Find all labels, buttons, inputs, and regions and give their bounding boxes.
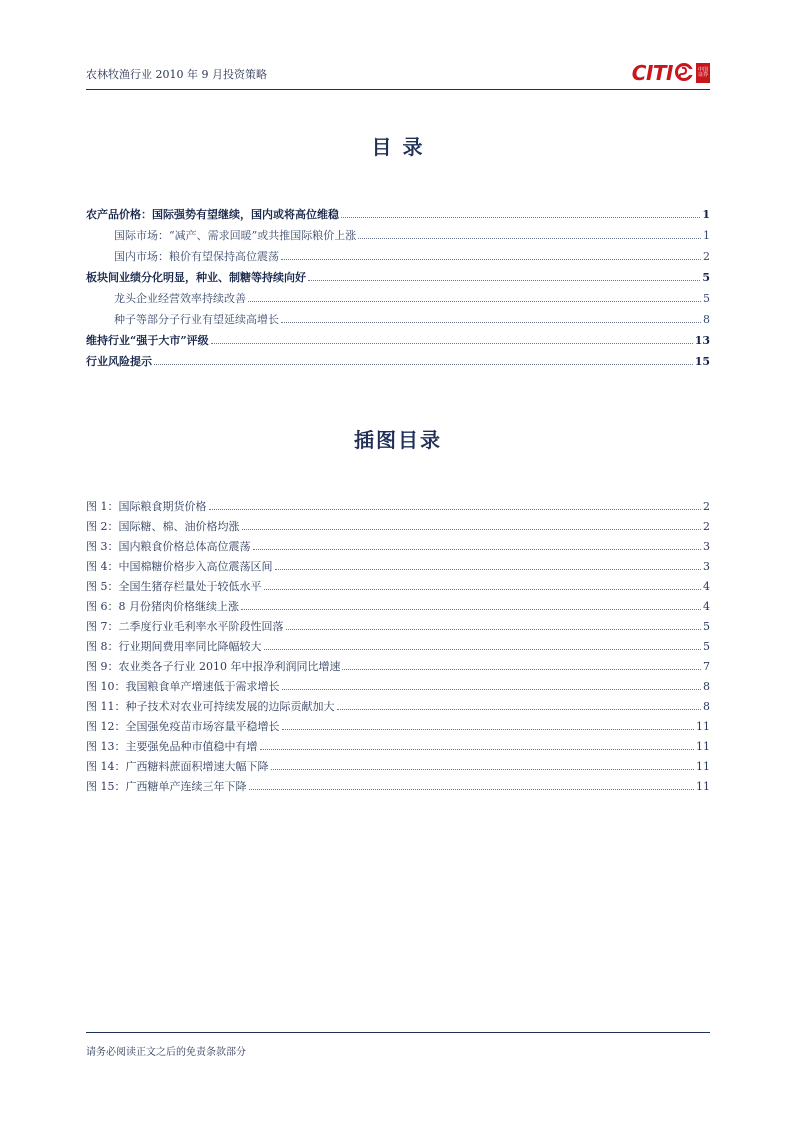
figure-entry[interactable]	[86, 598, 710, 618]
header-divider	[86, 89, 710, 90]
dot-leader	[282, 729, 695, 730]
figure-entry-page: 3	[703, 560, 710, 573]
figure-entry-label: 图 6：8 月份猪肉价格继续上涨	[86, 600, 239, 613]
figure-entry-page: 5	[703, 640, 710, 653]
toc-entry[interactable]	[86, 332, 710, 353]
dot-leader	[308, 280, 700, 281]
figure-entry-label: 图 8：行业期间费用率同比降幅较大	[86, 640, 262, 653]
figure-entry-page: 7	[703, 660, 710, 673]
figure-entry[interactable]	[86, 698, 710, 718]
figure-entry[interactable]	[86, 738, 710, 758]
figure-entry[interactable]	[86, 638, 710, 658]
figure-entry-page: 8	[703, 680, 710, 693]
figure-entry-label: 图 15：广西糖单产连续三年下降	[86, 780, 247, 793]
toc-entry[interactable]	[86, 269, 710, 290]
figure-entry-page: 2	[703, 520, 710, 533]
dot-leader	[281, 259, 701, 260]
toc-entry-page: 8	[703, 313, 710, 326]
toc-entry-label: 板块间业绩分化明显，种业、制糖等持续向好	[86, 271, 306, 284]
dot-leader	[337, 709, 702, 710]
dot-leader	[260, 749, 695, 750]
dot-leader	[264, 649, 702, 650]
toc-entry-label: 维持行业“强于大市”评级	[86, 334, 209, 347]
figure-entry[interactable]	[86, 578, 710, 598]
dot-leader	[154, 364, 693, 365]
toc-entry[interactable]	[86, 206, 710, 227]
figure-entry[interactable]	[86, 538, 710, 558]
figure-entry-page: 11	[696, 740, 710, 753]
dot-leader	[211, 343, 693, 344]
toc-entry-page: 5	[703, 292, 710, 305]
dot-leader	[282, 689, 702, 690]
figure-entry-label: 图 14：广西糖料蔗面积增速大幅下降	[86, 760, 269, 773]
toc-entry-page: 13	[694, 334, 710, 347]
figure-entry[interactable]	[86, 618, 710, 638]
dot-leader	[271, 769, 695, 770]
figure-entry-label: 图 11：种子技术对农业可持续发展的边际贡献加大	[86, 700, 335, 713]
toc-entry-page: 15	[694, 355, 710, 368]
figure-entry-page: 2	[703, 500, 710, 513]
citics-logo	[632, 60, 710, 86]
dot-leader	[342, 669, 701, 670]
dot-leader	[281, 322, 701, 323]
figure-entry-label: 图 9：农业类各子行业 2010 年中报净利润同比增速	[86, 660, 341, 673]
dot-leader	[358, 238, 701, 239]
toc-entry-label: 国内市场：粮价有望保持高位震荡	[114, 250, 279, 263]
list-of-figures	[86, 498, 710, 798]
figure-entry[interactable]	[86, 498, 710, 518]
figure-entry-page: 4	[703, 600, 710, 613]
toc-entry[interactable]	[86, 311, 710, 332]
toc-entry-label: 行业风险提示	[86, 355, 152, 368]
toc-entry-page: 1	[702, 208, 710, 221]
toc-entry[interactable]	[86, 290, 710, 311]
figure-entry-page: 4	[703, 580, 710, 593]
figure-entry-label: 图 12：全国强免疫苗市场容量平稳增长	[86, 720, 280, 733]
figure-entry-page: 11	[696, 760, 710, 773]
logo-cs-icon	[674, 62, 694, 82]
toc-entry-page: 2	[703, 250, 710, 263]
dot-leader	[249, 789, 695, 790]
figure-entry-page: 5	[703, 620, 710, 633]
figure-entry-label: 图 2：国际糖、棉、油价格均涨	[86, 520, 240, 533]
figure-entry[interactable]	[86, 758, 710, 778]
dot-leader	[341, 217, 700, 218]
figure-entry-label: 图 4：中国棉糖价格步入高位震荡区间	[86, 560, 273, 573]
dot-leader	[248, 301, 701, 302]
disclaimer-note: 请务必阅读正文之后的免责条款部分	[86, 1047, 246, 1058]
figure-entry-label: 图 1：国际粮食期货价格	[86, 500, 207, 513]
toc-entry-label: 种子等部分子行业有望延续高增长	[114, 313, 279, 326]
figure-entry-label: 图 3：国内粮食价格总体高位震荡	[86, 540, 251, 553]
toc-heading: 目 录	[371, 135, 425, 159]
toc-entry-label: 国际市场：“减产、需求回暖”或共推国际粮价上涨	[114, 229, 357, 242]
figure-entry-label: 图 13：主要强免品种市值稳中有增	[86, 740, 258, 753]
figure-entry[interactable]	[86, 518, 710, 538]
figure-entry-page: 11	[696, 720, 710, 733]
figure-entry[interactable]	[86, 778, 710, 798]
table-of-contents	[86, 206, 710, 374]
figure-entry[interactable]	[86, 558, 710, 578]
figure-entry-label: 图 7：二季度行业毛利率水平阶段性回落	[86, 620, 284, 633]
figure-entry-label: 图 5：全国生猪存栏量处于较低水平	[86, 580, 262, 593]
toc-entry-label: 农产品价格：国际强势有望继续，国内或将高位维稳	[86, 208, 339, 221]
dot-leader	[242, 529, 702, 530]
toc-entry-label: 龙头企业经营效率持续改善	[114, 292, 246, 305]
dot-leader	[286, 629, 702, 630]
figure-entry[interactable]	[86, 658, 710, 678]
figure-entry-page: 3	[703, 540, 710, 553]
toc-entry[interactable]	[86, 353, 710, 374]
figure-entry-page: 11	[696, 780, 710, 793]
figure-entry[interactable]	[86, 718, 710, 738]
page-header	[86, 58, 710, 90]
report-title: 农林牧渔行业 2010 年 9 月投资策略	[86, 68, 267, 81]
footer-divider	[86, 1032, 710, 1033]
logo-wordmark: CITI	[631, 61, 673, 85]
figure-list-heading: 插图目录	[354, 428, 442, 452]
dot-leader	[241, 609, 701, 610]
figure-entry-label: 图 10：我国粮食单产增速低于需求增长	[86, 680, 280, 693]
logo-seal-icon: 中国 证券	[696, 63, 710, 83]
toc-entry-page: 5	[702, 271, 710, 284]
dot-leader	[275, 569, 702, 570]
dot-leader	[253, 549, 702, 550]
toc-entry[interactable]	[86, 248, 710, 269]
toc-entry-page: 1	[703, 229, 710, 242]
figure-entry[interactable]	[86, 678, 710, 698]
toc-entry[interactable]	[86, 227, 710, 248]
dot-leader	[209, 509, 702, 510]
dot-leader	[264, 589, 702, 590]
figure-entry-page: 8	[703, 700, 710, 713]
